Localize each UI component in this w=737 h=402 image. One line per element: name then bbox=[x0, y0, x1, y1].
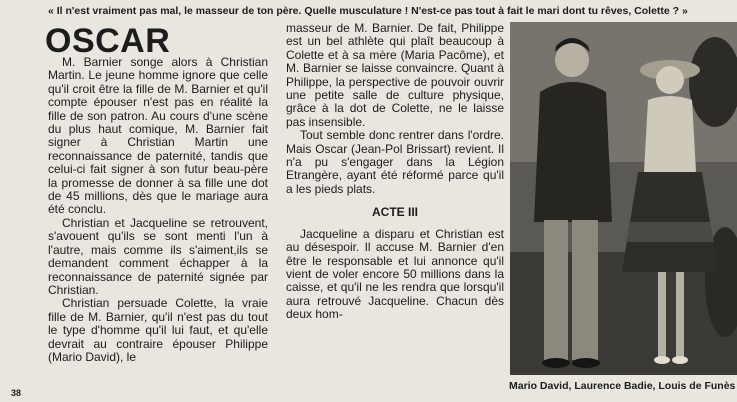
header-quote: « Il n'est vraiment pas mal, le masseur de ton père. Quelle musculature ! N'est-ce pas tout à fait le mari dont tu rêves, Colette ? » bbox=[48, 5, 688, 17]
photo-caption: Mario David, Laurence Badie, Louis de Funès bbox=[509, 380, 736, 392]
section-heading: ACTE III bbox=[371, 205, 418, 220]
paragraph: Christian et Jacqueline se retrouvent, s'avouent qu'ils se sont menti l'un à l'autre, mais comme ils s'aiment,ils se demandent comment échapper à la reconnaissance de paternité signée par Christian. bbox=[48, 215, 268, 297]
paragraph: M. Barnier songe alors à Christian Martin. Le jeune homme ignore que celle qu'il croit être la fille de M. Barnier et qu'il compte épouser n'est pas en réalité la fille de son patron. Au cours d'une scène du plus haut comique, M. Barnier fait signer à Christian Martin une reconnaissance de paternité, tandis que celui-ci fait signer à son futur beau-père la promesse de donner à sa fille une dot de 45 millions, dès que le mariage aura été conclu. bbox=[48, 55, 268, 217]
article-title: OSCAR bbox=[45, 22, 171, 60]
article-column-1 bbox=[48, 56, 268, 364]
cast-photo bbox=[510, 22, 737, 375]
paragraph: masseur de M. Barnier. De fait, Philippe est un bel athlète qui plaît beaucoup à Colette et à sa mère (Maria Pacôme), et M. Barnier se laisse convaincre. Quant à Philippe, la perspective de pouvoir ouvrir une petite salle de culture physique, grâce à la dot de Colette, ne le laisse pas insensible. bbox=[286, 21, 504, 129]
paragraph: Tout semble donc rentrer dans l'ordre. Mais Oscar (Jean-Pol Brissart) revient. Il n'a pu s'engager dans la Légion Etrangère, ayant été réformé parce qu'il a les pieds plats. bbox=[286, 128, 504, 196]
cast-photo-image bbox=[510, 22, 737, 375]
page-number: 38 bbox=[11, 388, 22, 398]
paragraph: Jacqueline a disparu et Christian est au désespoir. Il accuse M. Barnier d'en être le responsable et lui annonce qu'il vient de voler encore 50 millions dans la caisse, et qu'il ne les rendra que lorsqu'il aura retrouvé Jacqueline. Chacun dès deux hom- bbox=[286, 226, 504, 322]
paragraph: Christian persuade Colette, la vraie fille de M. Barnier, qu'il n'est pas du tout le type d'homme qu'il lui faut, et qu'elle devrait au contraire épouser Philippe (Mario David), le bbox=[48, 296, 268, 364]
article-column-2 bbox=[286, 22, 504, 322]
